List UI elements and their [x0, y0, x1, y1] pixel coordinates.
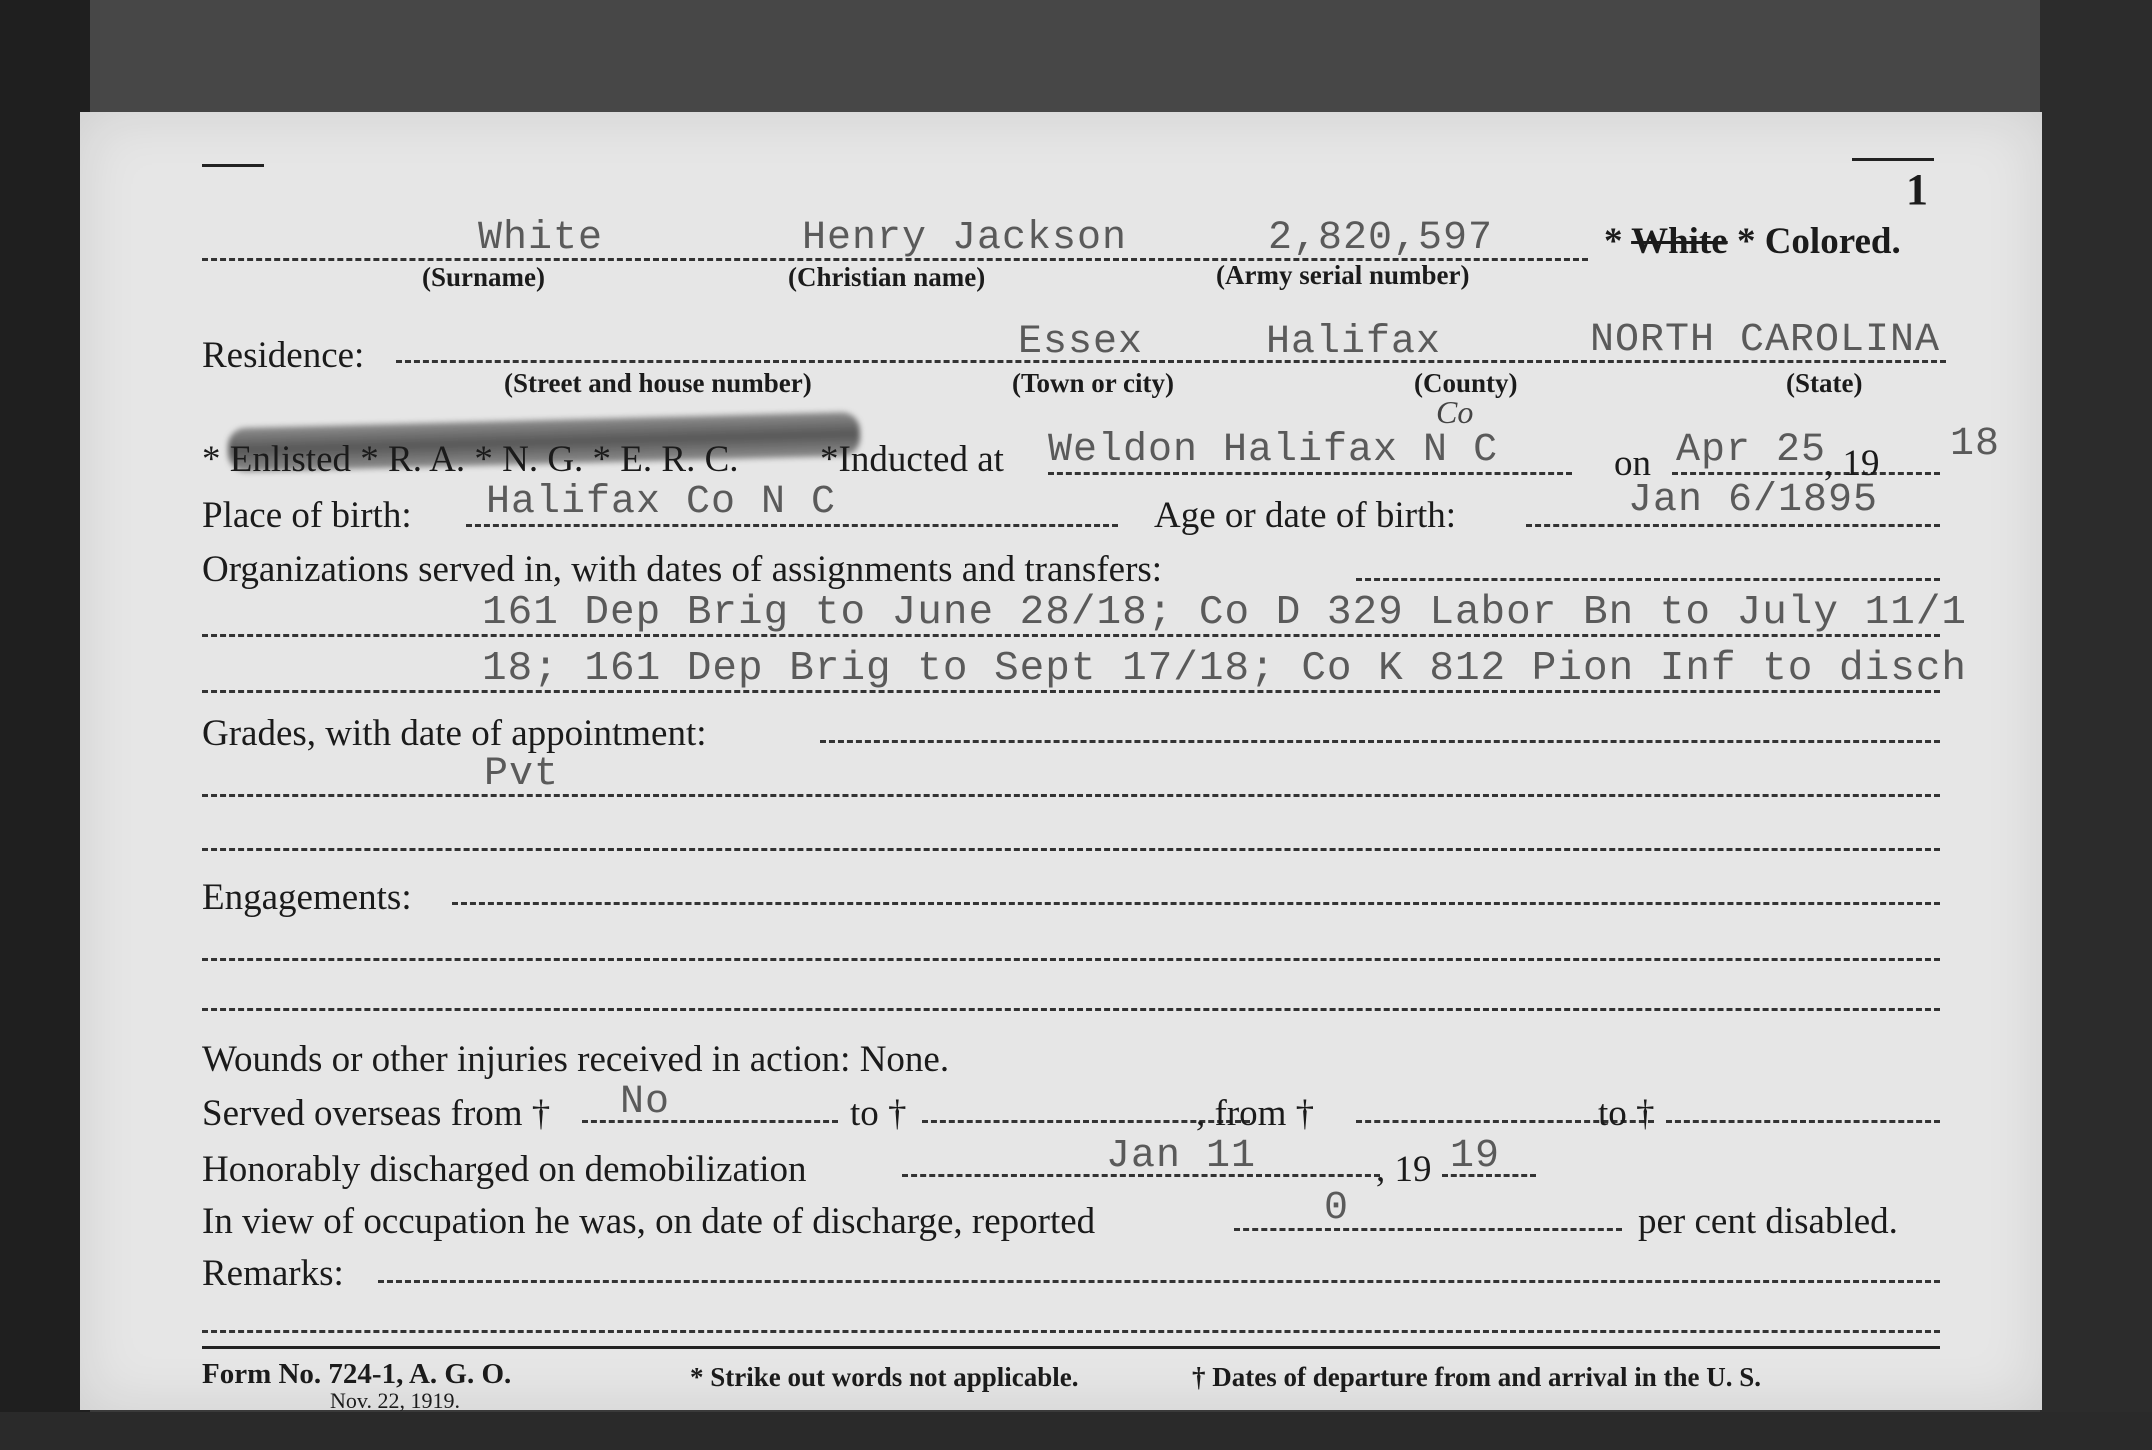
- corner-mark-left: [202, 164, 264, 167]
- serial-number-caption: (Army serial number): [1216, 260, 1470, 290]
- serial-number-value: 2,820,597: [1268, 216, 1494, 261]
- residence-town-value: Essex: [1018, 320, 1144, 365]
- overseas-to2-label: to †: [1598, 1093, 1655, 1134]
- engagements-label: Engagements:: [202, 877, 412, 918]
- overseas-to-label: to †: [850, 1093, 907, 1134]
- served-overseas-label: Served overseas from †: [202, 1093, 551, 1134]
- place-of-birth-label: Place of birth:: [202, 495, 412, 536]
- background-left: [0, 0, 90, 1450]
- town-caption: (Town or city): [1012, 368, 1174, 398]
- engagements-underline-0: [452, 902, 1940, 905]
- background-top: [0, 0, 2152, 115]
- residence-label: Residence:: [202, 335, 365, 376]
- disability-suffix: per cent disabled.: [1638, 1201, 1898, 1242]
- overseas-from2-label: , from †: [1196, 1093, 1315, 1134]
- place-of-birth-value: Halifax Co N C: [486, 480, 837, 525]
- handwritten-annotation: Co: [1436, 394, 1474, 430]
- race-white-struck: White: [1631, 221, 1728, 262]
- disability-label: In view of occupation he was, on date of discharge, reported: [202, 1201, 1096, 1242]
- race-options: * White * Colored.: [1604, 221, 1901, 262]
- residence-state-value: NORTH CAROLINA: [1590, 318, 1941, 363]
- date-of-birth-label: Age or date of birth:: [1154, 495, 1457, 536]
- street-caption: (Street and house number): [504, 368, 812, 398]
- organizations-label: Organizations served in, with dates of assignments and transfers:: [202, 549, 1163, 590]
- background-right: [2040, 0, 2152, 1450]
- remarks-underline-0: [378, 1280, 1940, 1283]
- grades-label: Grades, with date of appointment:: [202, 713, 707, 754]
- disability-value: 0: [1324, 1186, 1350, 1231]
- service-type-options: * Enlisted * R. A. * N. G. * E. R. C.: [202, 439, 739, 480]
- disability-underline: [1234, 1228, 1622, 1231]
- grades-underline-0: [820, 740, 1940, 743]
- inducted-at-label: *Inducted at: [820, 439, 1004, 480]
- remarks-label: Remarks:: [202, 1253, 344, 1294]
- service-record-card: [80, 112, 2042, 1413]
- organizations-line-1: 161 Dep Brig to June 28/18; Co D 329 Labor Bn to July 11/1: [482, 590, 1968, 636]
- served-overseas-value: No: [620, 1080, 671, 1125]
- wounds-statement: Wounds or other injuries received in action: None.: [202, 1039, 950, 1080]
- grades-value: Pvt: [484, 752, 560, 797]
- state-caption: (State): [1786, 368, 1863, 398]
- form-date: Nov. 22, 1919.: [330, 1388, 460, 1413]
- engagements-underline-1: [202, 958, 1940, 961]
- inducted-year-prefix: , 19: [1824, 443, 1880, 484]
- corner-mark-right: [1852, 158, 1934, 161]
- footnote-dates: † Dates of departure from and arrival in the U. S.: [1192, 1362, 1761, 1392]
- discharge-label: Honorably discharged on demobilization: [202, 1149, 807, 1190]
- date-of-birth-value: Jan 6/1895: [1628, 478, 1879, 523]
- background-bottom: [0, 1412, 2152, 1450]
- christian-name-value: Henry Jackson: [802, 216, 1128, 261]
- county-caption: (County): [1414, 368, 1518, 398]
- organizations-underline-0: [1356, 578, 1940, 581]
- inducted-date-value: Apr 25: [1676, 428, 1827, 473]
- footnote-strike-out: * Strike out words not applicable.: [690, 1362, 1079, 1392]
- grades-underline-1: [202, 794, 1940, 797]
- footer-rule: [202, 1346, 1940, 1349]
- discharge-year-value: 19: [1450, 1134, 1501, 1179]
- remarks-underline-1: [202, 1330, 1940, 1333]
- inducted-year-value: 18: [1950, 422, 2001, 467]
- discharge-date-value: Jan 11: [1106, 1134, 1257, 1179]
- surname-caption: (Surname): [422, 262, 545, 292]
- inducted-on-label: on: [1614, 443, 1651, 484]
- card-number: 1: [1906, 165, 1928, 214]
- inducted-place-value: Weldon Halifax N C: [1048, 428, 1499, 473]
- form-number: Form No. 724-1, A. G. O.: [202, 1358, 512, 1390]
- engagements-underline-2: [202, 1008, 1940, 1011]
- overseas-to2-underline: [1666, 1120, 1940, 1123]
- organizations-line-2: 18; 161 Dep Brig to Sept 17/18; Co K 812 Pion Inf to disch: [482, 646, 1968, 692]
- date-of-birth-underline: [1526, 524, 1940, 527]
- grades-underline-2: [202, 848, 1940, 851]
- residence-county-value: Halifax: [1266, 320, 1442, 365]
- christian-name-caption: (Christian name): [788, 262, 986, 292]
- surname-value: White: [478, 216, 604, 261]
- discharge-year-prefix: , 19: [1376, 1149, 1432, 1190]
